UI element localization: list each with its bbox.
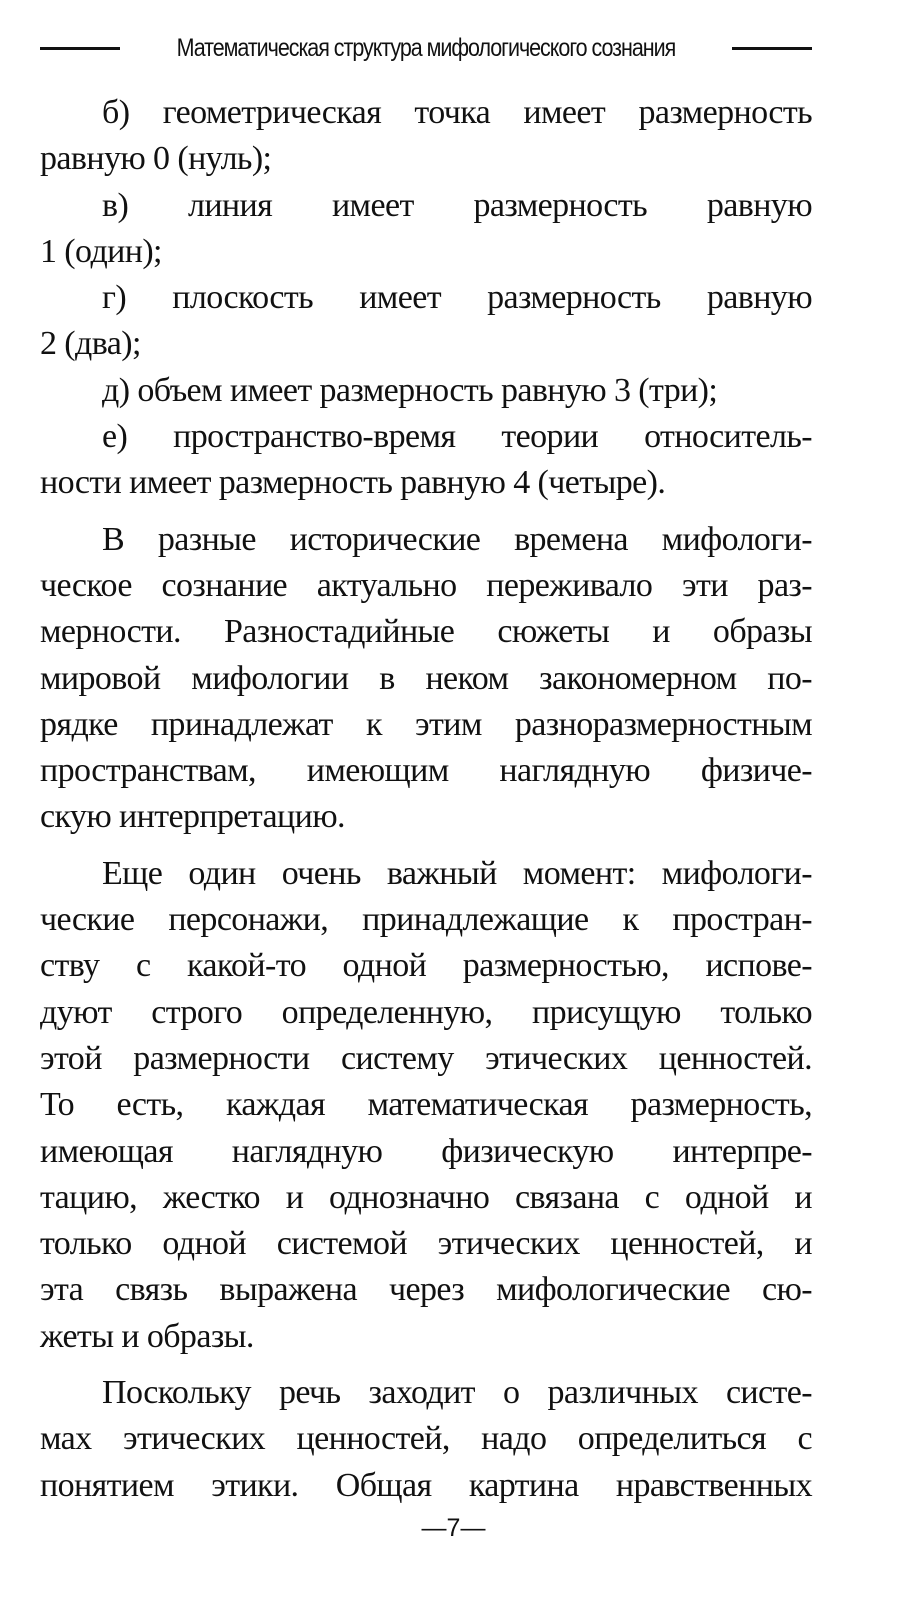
- paragraph-gap: [40, 1360, 812, 1370]
- right-rule-divider: [732, 47, 812, 50]
- text-line: Еще один очень важный момент: мифологи-: [102, 854, 812, 892]
- text-line: е) пространство-время теории относитель-: [102, 418, 812, 456]
- text-line: в) линия имеет размерность равную: [102, 186, 812, 224]
- text-line: ческие персонажи, принадлежащие к простран-: [40, 901, 812, 939]
- text-line: этой размерности систему этических ценностей.: [40, 1039, 812, 1077]
- running-head: [40, 30, 812, 66]
- text-line: 1 (один);: [40, 232, 162, 270]
- text-line: равную 0 (нуль);: [40, 140, 272, 178]
- list-item-d: [40, 368, 812, 414]
- text-line: ности имеет размерность равную 4 (четыре).: [40, 464, 666, 502]
- text-line: имеющая наглядную физическую интерпре-: [40, 1132, 812, 1170]
- text-line: б) геометрическая точка имеет размерность: [102, 94, 812, 131]
- text-line: мерности. Разностадийные сюжеты и образы: [40, 613, 812, 651]
- paragraph-gap: [40, 841, 812, 851]
- text-line: То есть, каждая математическая размерность,: [40, 1086, 812, 1124]
- text-line: эта связь выражена через мифологические сю-: [40, 1271, 812, 1309]
- text-line: тацию, жестко и однозначно связана с одной и: [40, 1178, 812, 1216]
- left-rule-divider: [40, 47, 120, 50]
- text-line: мировой мифологии в неком закономерном по-: [40, 659, 812, 697]
- paragraph-ethics-systems: [40, 1370, 812, 1509]
- paragraph-gap: [40, 507, 812, 517]
- list-item-b: [40, 90, 812, 183]
- text-line: только одной системой этических ценностей, и: [40, 1225, 812, 1263]
- text-line: ческое сознание актуально переживало эти раз-: [40, 566, 812, 604]
- running-head-title: Математическая структура мифологического сознания: [176, 33, 676, 62]
- text-line: дуют строго определенную, присущую только: [40, 993, 812, 1031]
- text-line: В разные исторические времена мифологи-: [102, 520, 812, 558]
- page-number: —7—: [421, 1514, 486, 1542]
- text-line: Поскольку речь заходит о различных систе-: [102, 1374, 812, 1412]
- text-line: мах этических ценностей, надо определиться с: [40, 1420, 812, 1458]
- text-line: ству с какой-то одной размерностью, испове-: [40, 947, 812, 985]
- text-line: г) плоскость имеет размерность равную: [102, 279, 812, 317]
- text-line: скую интерпретацию.: [40, 798, 345, 836]
- paragraph-important-moment: [40, 851, 812, 1360]
- list-item-e: [40, 414, 812, 507]
- text-line: д) объем имеет размерность равную 3 (три);: [102, 371, 718, 409]
- text-line: понятием этики. Общая картина нравственных: [40, 1466, 812, 1504]
- paragraph-historical-times: [40, 517, 812, 841]
- page-body: [40, 90, 812, 1509]
- text-line: жеты и образы.: [40, 1317, 254, 1355]
- text-line: 2 (два);: [40, 325, 141, 363]
- list-item-v: [40, 183, 812, 276]
- text-line: пространствам, имеющим наглядную физиче-: [40, 752, 812, 790]
- list-item-g: [40, 275, 812, 368]
- text-line: рядке принадлежат к этим разноразмерностным: [40, 705, 812, 743]
